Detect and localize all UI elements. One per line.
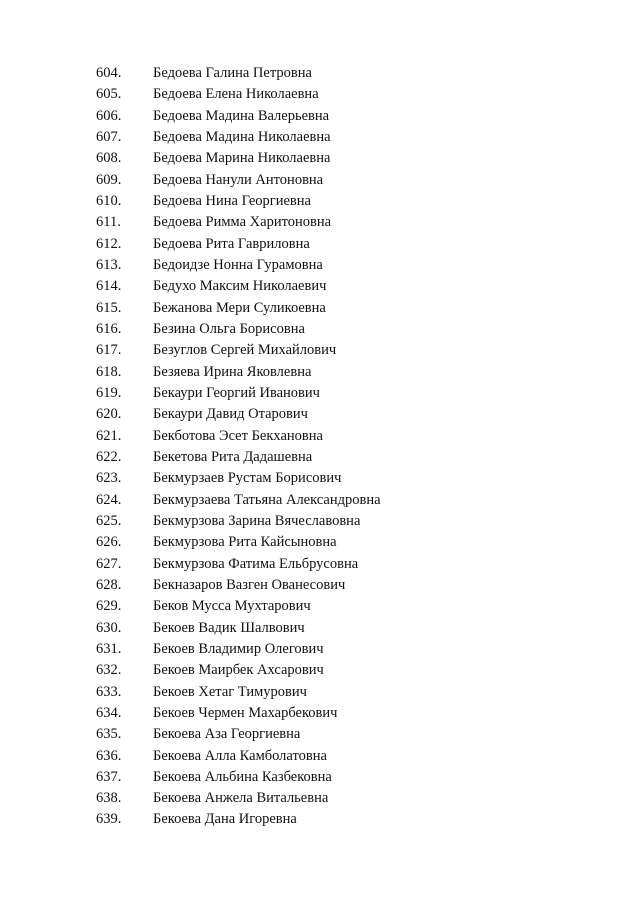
list-item [96,660,381,681]
entry-name: Бедоева Нанули Антоновна [153,171,324,188]
entry-name: Бекоев Владимир Олегович [153,640,324,657]
list-item [96,596,381,617]
entry-number: 625. [96,512,122,529]
list-item [96,63,381,84]
list-item [96,362,381,383]
entry-number: 634. [96,704,122,721]
entry-name: Бекоева Аза Георгиевна [153,726,301,743]
entry-number: 623. [96,470,122,487]
entry-name: Бедоева Мадина Валерьевна [153,107,330,124]
entry-number: 627. [96,555,122,572]
entry-name: Бекмурзова Фатима Ельбрусовна [153,555,359,572]
entry-number: 615. [96,299,122,316]
list-item [96,255,381,276]
entry-number: 638. [96,790,122,807]
list-item [96,703,381,724]
entry-name: Бедоева Нина Георгиевна [153,192,311,209]
list-item [96,276,381,297]
list-item [96,682,381,703]
list-item [96,511,381,532]
entry-number: 622. [96,448,122,465]
list-item [96,84,381,105]
list-item [96,106,381,127]
list-item [96,724,381,745]
list-item [96,148,381,169]
list-item [96,191,381,212]
list-item [96,788,381,809]
entry-number: 607. [96,128,122,145]
entry-number: 606. [96,107,122,124]
entry-number: 637. [96,768,122,785]
entry-number: 617. [96,342,122,359]
entry-name: Бекмурзова Рита Кайсыновна [153,534,337,551]
entry-number: 609. [96,171,122,188]
entry-name: Бекоева Дана Игоревна [153,811,297,828]
name-list [96,63,381,831]
list-item [96,767,381,788]
list-item [96,212,381,233]
entry-name: Беков Мусса Мухтарович [153,598,311,615]
list-item [96,426,381,447]
entry-name: Бекоев Чермен Махарбекович [153,704,338,721]
entry-name: Бекмурзаева Татьяна Александровна [153,491,381,508]
entry-name: Бекмурзова Зарина Вячеславовна [153,512,361,529]
list-item [96,532,381,553]
entry-name: Бедоева Мадина Николаевна [153,128,331,145]
list-item [96,554,381,575]
entry-number: 612. [96,235,122,252]
entry-number: 628. [96,576,122,593]
entry-number: 624. [96,491,122,508]
entry-name: Бекмурзаев Рустам Борисович [153,470,342,487]
entry-name: Бекоев Хетаг Тимурович [153,683,307,700]
list-item [96,447,381,468]
list-item [96,809,381,830]
entry-name: Бедоева Галина Петровна [153,65,312,81]
entry-name: Бекетова Рита Дадашевна [153,448,313,465]
entry-number: 629. [96,598,122,615]
entry-number: 614. [96,278,122,295]
entry-name: Бедухо Максим Николаевич [153,278,327,295]
list-item [96,383,381,404]
list-item [96,575,381,596]
list-item [96,170,381,191]
entry-number: 616. [96,320,122,337]
entry-number: 613. [96,256,122,273]
entry-number: 620. [96,406,122,423]
entry-number: 621. [96,427,122,444]
entry-number: 639. [96,811,122,828]
entry-number: 630. [96,619,122,636]
entry-name: Бекоева Анжела Витальевна [153,790,329,807]
entry-name: Бекаури Георгий Иванович [153,384,320,401]
entry-name: Безина Ольга Борисовна [153,320,305,337]
list-item [96,618,381,639]
list-item [96,746,381,767]
entry-name: Бедоева Марина Николаевна [153,150,331,167]
entry-number: 610. [96,192,122,209]
entry-number: 635. [96,726,122,743]
entry-number: 605. [96,86,122,103]
list-item [96,234,381,255]
entry-number: 636. [96,747,122,764]
list-item [96,404,381,425]
list-item [96,319,381,340]
entry-number: 633. [96,683,122,700]
entry-name: Бежанова Мери Суликоевна [153,299,326,316]
entry-number: 608. [96,150,122,167]
entry-number: 626. [96,534,122,551]
entry-name: Бекоев Маирбек Ахсарович [153,662,324,679]
entry-number: 619. [96,384,122,401]
list-item [96,340,381,361]
list-item [96,127,381,148]
list-item [96,298,381,319]
entry-number: 618. [96,363,122,380]
entry-name: Бедоидзе Нонна Гурамовна [153,256,323,273]
entry-number: 631. [96,640,122,657]
entry-name: Безяева Ирина Яковлевна [153,363,312,380]
entry-name: Бекоев Вадик Шалвович [153,619,305,636]
entry-name: Бекботова Эсет Бекхановна [153,427,323,444]
list-item [96,490,381,511]
entry-name: Бедоева Римма Харитоновна [153,214,332,231]
entry-name: Бекаури Давид Отарович [153,406,308,423]
entry-number: 632. [96,662,122,679]
entry-name: Безуглов Сергей Михайлович [153,342,337,359]
list-item [96,468,381,489]
entry-name: Бекназаров Вазген Ованесович [153,576,346,593]
entry-name: Бекоева Альбина Казбековна [153,768,332,785]
entry-name: Бекоева Алла Камболатовна [153,747,327,764]
entry-name: Бедоева Рита Гавриловна [153,235,310,252]
list-item [96,639,381,660]
entry-number: 604. [96,65,122,81]
entry-number: 611. [96,214,121,231]
entry-name: Бедоева Елена Николаевна [153,86,319,103]
